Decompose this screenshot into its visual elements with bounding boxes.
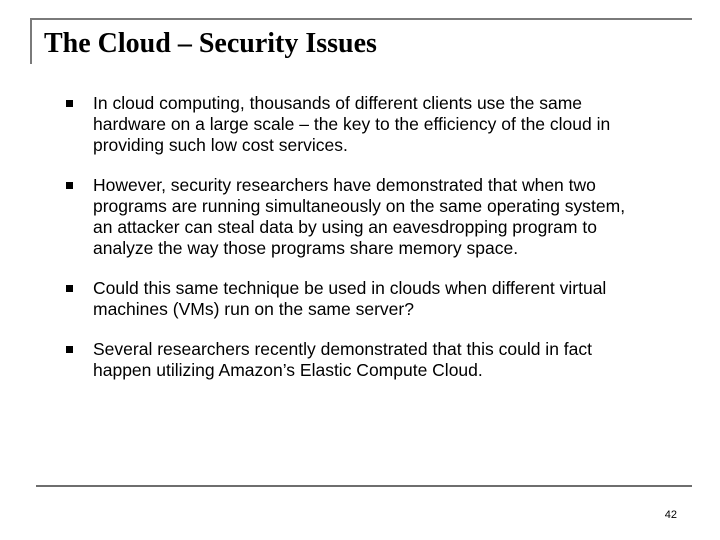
bullet-item — [66, 278, 646, 320]
bullet-text: Could this same technique be used in clouds when different virtual machines (VMs) run on the same server? — [93, 278, 607, 319]
bullet-text: Several researchers recently demonstrated that this could in fact happen utilizing Amazon’s Elastic Compute Cloud. — [93, 339, 592, 380]
bullet-list — [66, 93, 646, 400]
bullet-item — [66, 175, 646, 259]
title-frame-vertical-rule — [30, 18, 32, 64]
square-bullet-icon — [66, 100, 73, 107]
bullet-item — [66, 339, 646, 381]
slide-title: The Cloud – Security Issues — [44, 28, 377, 59]
square-bullet-icon — [66, 346, 73, 353]
square-bullet-icon — [66, 285, 73, 292]
bullet-text: However, security researchers have demonstrated that when two programs are running simultaneously on the same operating system, an attacker can steal data by using an eavesdropping program to analyze the way those programs share memory space. — [93, 175, 626, 258]
page-number: 42 — [664, 509, 677, 521]
bullet-text: In cloud computing, thousands of different clients use the same hardware on a large scale – the key to the efficiency of the cloud in providing such low cost services. — [93, 93, 611, 155]
title-frame-horizontal-rule — [30, 18, 692, 20]
footer-rule — [36, 485, 692, 487]
bullet-item — [66, 93, 646, 156]
square-bullet-icon — [66, 182, 73, 189]
